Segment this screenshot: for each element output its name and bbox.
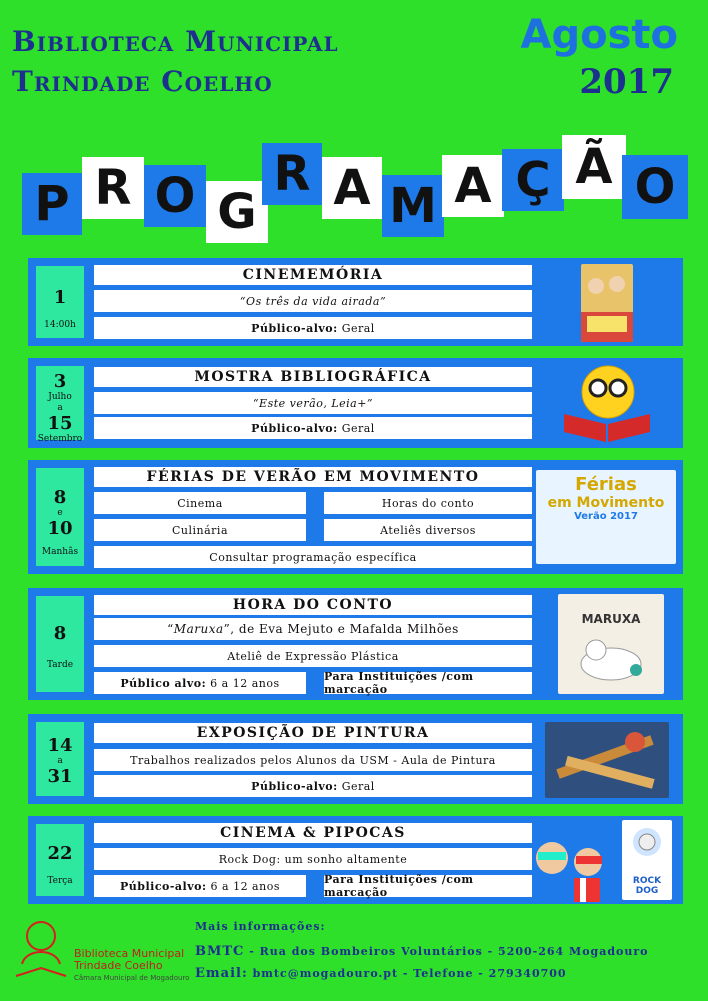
banner-letter: O: [144, 165, 206, 227]
painting-brushes-image: [545, 722, 669, 798]
event-book: “ Maruxa ” , de Eva Mejuto e Mafalda Milhões: [94, 618, 532, 640]
event-title: HORA DO CONTO: [94, 595, 532, 615]
event-title: CINEMA & PIPOCAS: [94, 823, 532, 843]
banner-letter: Ç: [502, 149, 564, 211]
logo-line3: Câmara Municipal de Mogadouro: [74, 974, 190, 982]
event-title: CINEMEMÓRIA: [94, 265, 532, 285]
event-ferias-verao: [28, 460, 683, 574]
library-name-line2: Trindade Coelho: [12, 65, 273, 98]
event-date: [36, 596, 84, 692]
event-exposicao-pintura: [28, 714, 683, 804]
reading-emoji-image: [558, 362, 654, 444]
date-day: 31: [47, 766, 73, 787]
month: Agosto: [520, 12, 678, 58]
event-title: MOSTRA BIBLIOGRÁFICA: [94, 367, 532, 387]
more-info-heading: Mais informações:: [195, 920, 326, 933]
activity-item: Horas do conto: [324, 492, 532, 514]
date-period: Tarde: [46, 660, 74, 670]
event-audience: Público-alvo: Geral: [94, 317, 532, 339]
date-day: 14: [47, 735, 73, 756]
event-booking: Para Instituições /com marcação: [324, 672, 532, 694]
event-audience: Público-alvo: Geral: [94, 417, 532, 439]
rock-dog-poster-image: ROCK DOG: [622, 820, 672, 900]
year: 2017: [579, 62, 674, 102]
address-line: BMTC - Rua dos Bombeiros Voluntários - 5200-264 Mogadouro: [195, 944, 649, 959]
date-period: Manhãs: [41, 547, 79, 557]
maruxa-cover-image: MARUXA: [558, 594, 664, 694]
event-date: [36, 366, 84, 444]
banner-letter: R: [262, 143, 322, 205]
library-name-line1: Biblioteca Municipal: [12, 25, 339, 58]
banner-letter: A: [322, 157, 382, 219]
library-logo: [10, 918, 190, 990]
date-day: 22: [47, 843, 73, 864]
date-month: Setembro: [37, 434, 83, 444]
reader-logo-icon: [10, 918, 72, 978]
event-workshop: Ateliê de Expressão Plástica: [94, 645, 532, 667]
event-booking: Para Instituições /com marcação: [324, 875, 532, 897]
banner-letter: M: [382, 175, 444, 237]
event-title: EXPOSIÇÃO DE PINTURA: [94, 723, 532, 743]
activity-item: Ateliês diversos: [324, 519, 532, 541]
event-subtitle: Rock Dog: um sonho altamente: [94, 848, 532, 870]
activity-item: Culinária: [94, 519, 306, 541]
date-day: 8: [53, 487, 67, 508]
event-subtitle: “Os três da vida airada”: [94, 290, 532, 312]
event-subtitle: “Este verão, Leia+”: [94, 392, 532, 414]
event-date: [36, 266, 84, 338]
banner-letter: P: [22, 173, 82, 235]
popcorn-kids-image: [528, 832, 618, 904]
date-day: 10: [47, 518, 73, 539]
date-weekday: Terça: [47, 876, 73, 886]
date-sep: e: [57, 508, 63, 518]
logo-line1: Biblioteca Municipal: [74, 947, 185, 960]
date-day: 1: [53, 287, 67, 308]
movie-poster-image: [581, 264, 633, 342]
email-link[interactable]: bmtc@mogadouro.pt - Telefone - 279340700: [247, 967, 567, 980]
event-hora-do-conto: [28, 588, 683, 700]
event-audience: Público alvo: 6 a 12 anos: [94, 672, 306, 694]
event-date: [36, 722, 84, 796]
event-subtitle: Trabalhos realizados pelos Alunos da USM - Aula de Pintura: [94, 749, 532, 771]
event-audience: Público-alvo: Geral: [94, 775, 532, 797]
date-day: 15: [47, 413, 73, 434]
date-time: 14:00h: [44, 320, 76, 330]
date-month: Julho: [48, 392, 72, 402]
banner-letter: Ã: [562, 135, 626, 199]
event-note: Consultar programação específica: [94, 546, 532, 568]
event-audience: Público-alvo: 6 a 12 anos: [94, 875, 306, 897]
event-cinememoria: [28, 258, 683, 346]
banner-letter: O: [622, 155, 688, 219]
date-sep: a: [57, 756, 63, 766]
activity-item: Cinema: [94, 492, 306, 514]
date-sep: a: [57, 403, 63, 413]
banner-letter: G: [206, 181, 268, 243]
library-name: [12, 22, 339, 102]
event-date: [36, 468, 84, 566]
banner-letter: R: [82, 157, 144, 219]
date-day: 8: [53, 623, 67, 644]
event-date: [36, 824, 84, 896]
event-cinema-pipocas: [28, 816, 683, 904]
banner-letter: A: [442, 155, 504, 217]
event-title: FÉRIAS DE VERÃO EM MOVIMENTO: [94, 467, 532, 487]
event-mostra-bibliografica: [28, 358, 683, 448]
date-day: 3: [53, 371, 67, 392]
programacao-banner: [22, 135, 692, 245]
contact-line: Email: bmtc@mogadouro.pt - Telefone - 279340700: [195, 966, 567, 981]
logo-line2: Trindade Coelho: [74, 959, 163, 972]
ferias-poster-image: Férias em Movimento Verão 2017: [536, 470, 676, 564]
